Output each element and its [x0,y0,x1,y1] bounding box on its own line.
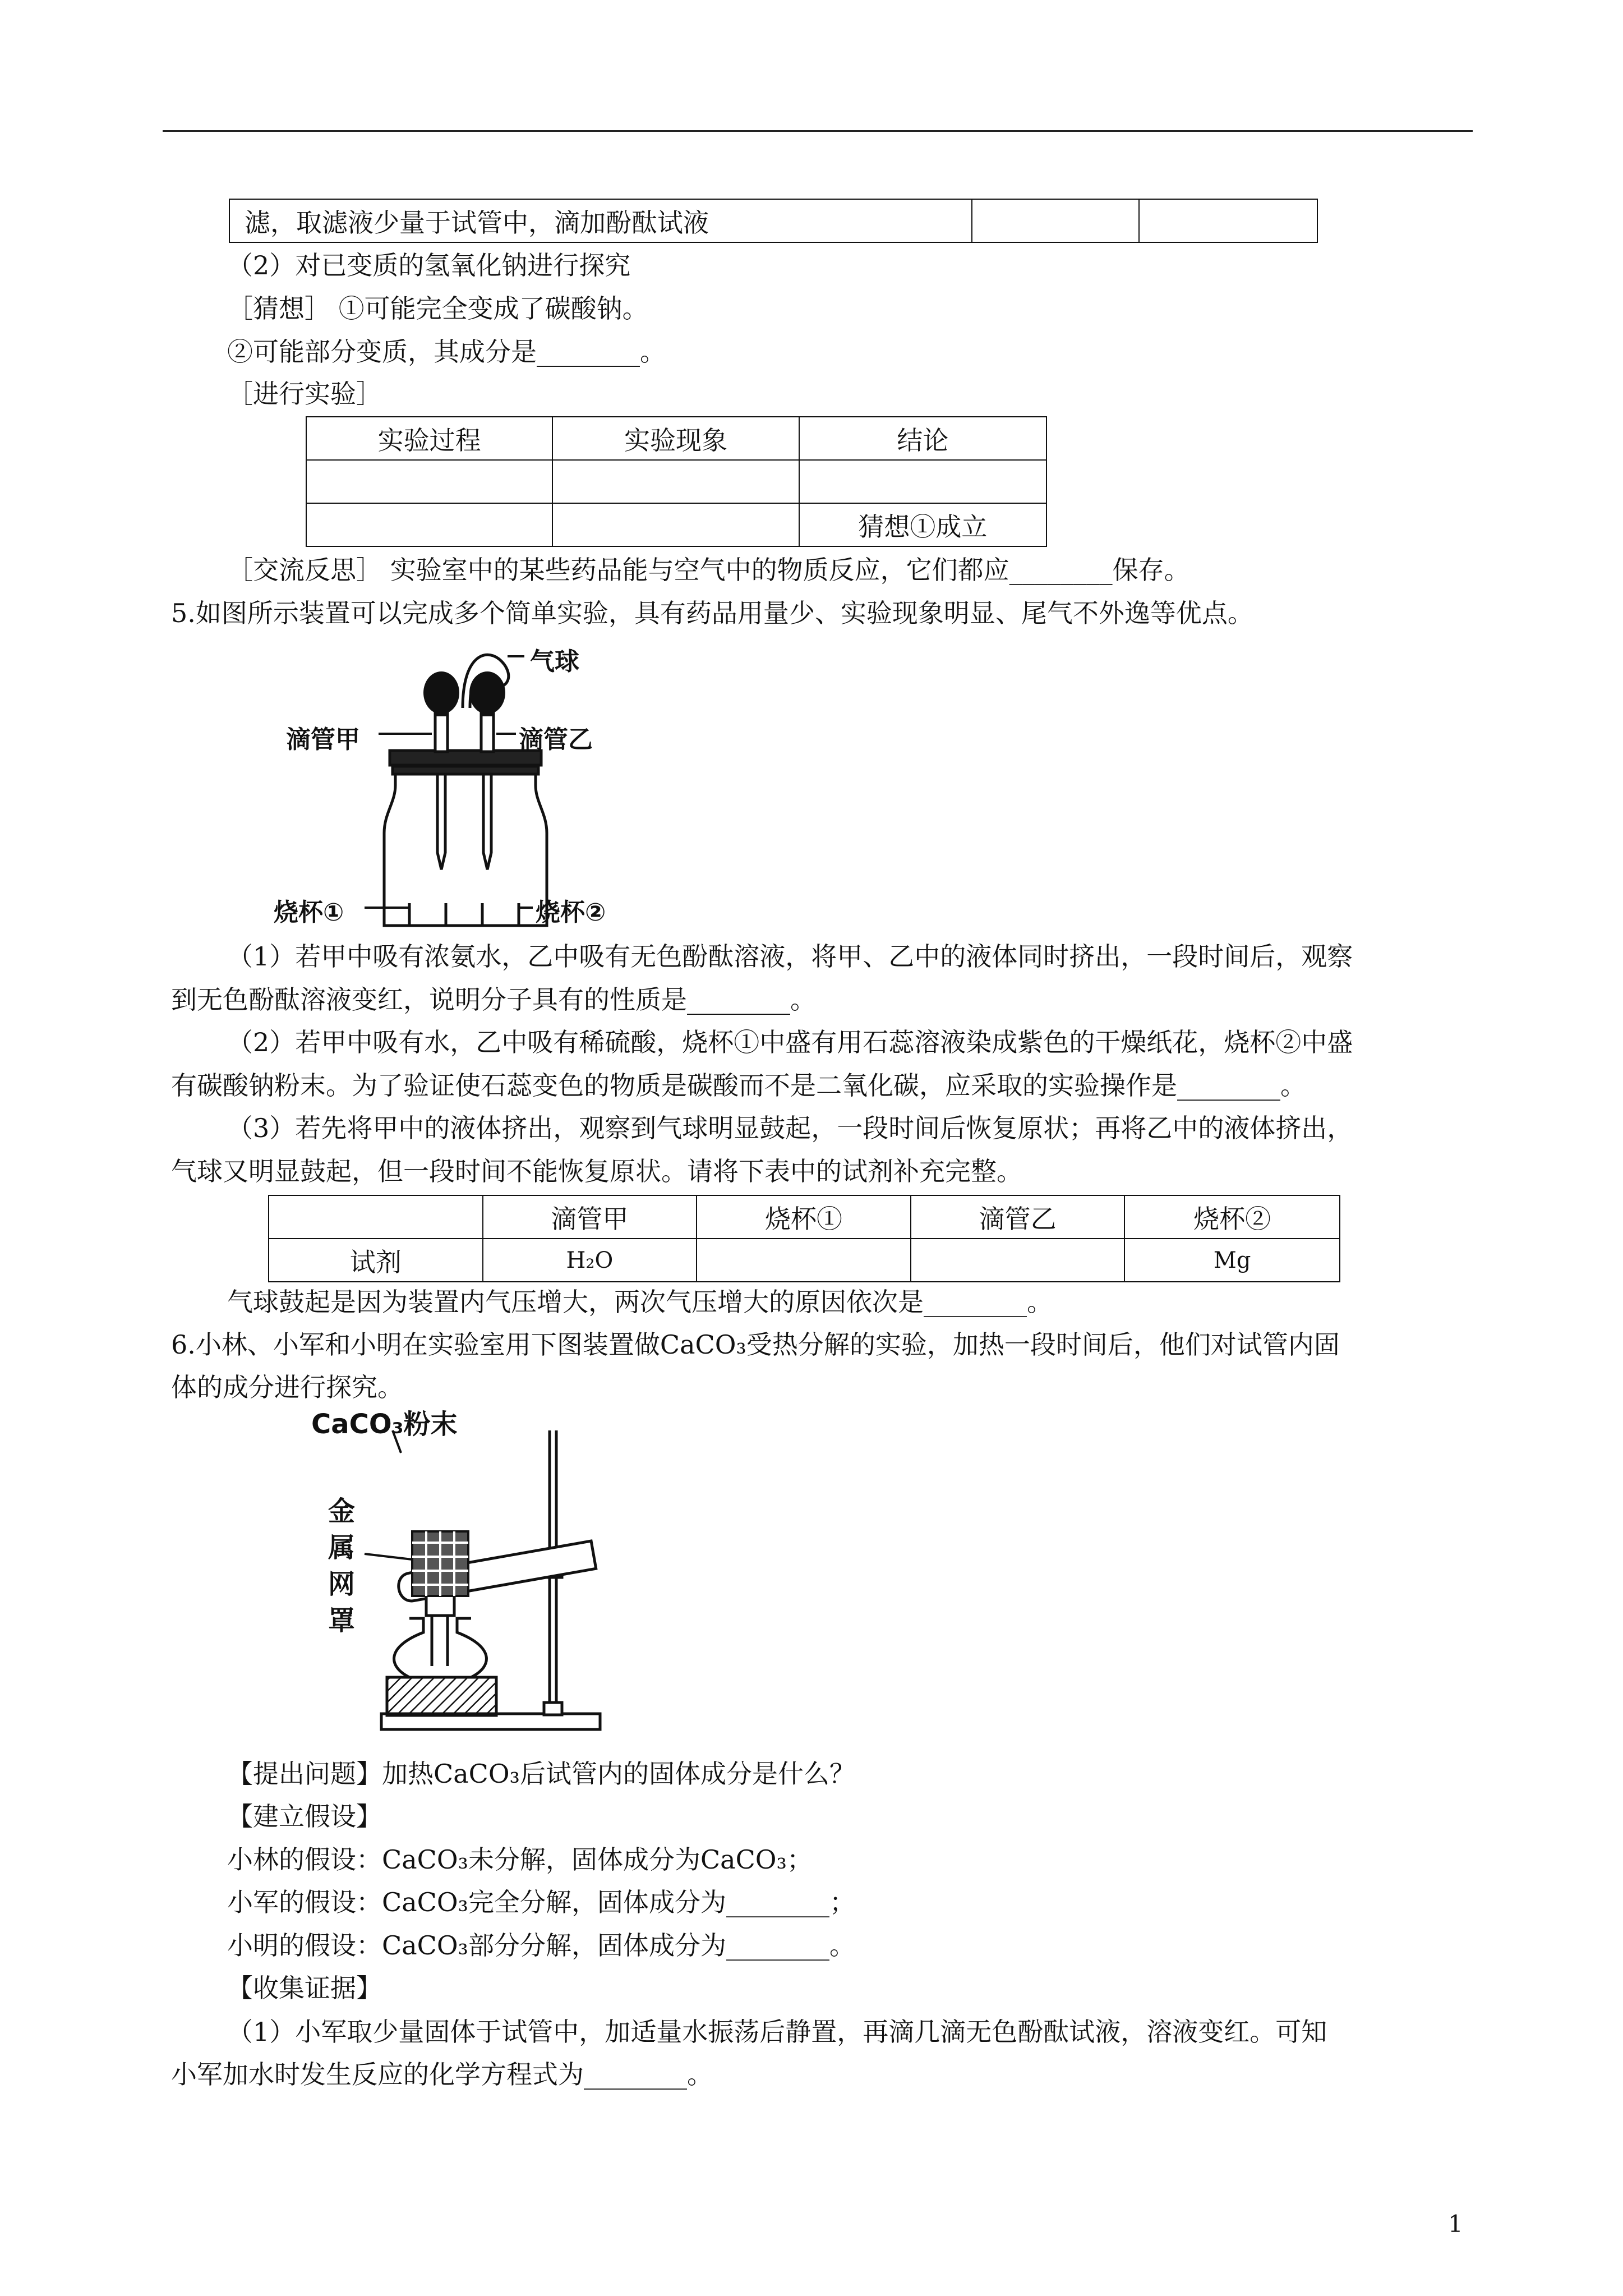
table-cell: Mg [1124,1239,1340,1282]
page-number: 1 [1448,2210,1463,2238]
guess-1: ［猜想］ ①可能完全变成了碳酸钠。 [227,293,648,324]
q6-intro-line2: 体的成分进行探究。 [171,1372,403,1402]
table-header: 结论 [799,417,1046,460]
hypothesis-2: 小军的假设：CaCO₃完全分解，固体成分为________； [227,1887,855,1917]
hypothesis-label: 【建立假设】 [227,1801,382,1832]
q5-intro: 5.如图所示装置可以完成多个简单实验，具有药品用量少、实验现象明显、尾气不外逸等优点。 [171,598,1253,628]
q5-p2-line1: （2）若甲中吸有水，乙中吸有稀硫酸，烧杯①中盛有用石蕊溶液染成紫色的干燥纸花，烧杯②中盛 [227,1027,1353,1057]
evidence-1-line2: 小军加水时发生反应的化学方程式为________。 [171,2059,713,2090]
q5-p3-line2: 气球又明显鼓起，但一段时间不能恢复原状。请将下表中的试剂补充完整。 [171,1156,1022,1186]
reagent-table [268,1195,1340,1282]
label-beaker-1: 烧杯① [274,898,344,927]
top-table-cell: 滤，取滤液少量于试管中，滴加酚酞试液 [229,199,972,242]
table-cell [306,503,552,546]
table-cell [552,503,799,546]
label-dropper-b: 滴管乙 [519,725,593,754]
top-table [229,199,1318,243]
table-header [269,1195,483,1239]
table-cell: H₂O [483,1239,697,1282]
label-caco3-powder: CaCO₃粉末 [311,1409,458,1440]
label-beaker-2: 烧杯② [536,898,606,927]
label-mesh-char: 罩 [328,1605,356,1636]
q6-intro-line1: 6.小林、小军和小明在实验室用下图装置做CaCO₃受热分解的实验，加热一段时间后，他们对试管内固 [171,1329,1340,1360]
bottle-apparatus-figure [269,634,662,937]
top-table-cell [972,199,1139,242]
table-header: 烧杯② [1124,1195,1340,1239]
table-header: 实验现象 [552,417,799,460]
top-table-cell [1139,199,1317,242]
part2-heading: （2）对已变质的氢氧化钠进行探究 [227,250,631,280]
balloon-note: 气球鼓起是因为装置内气压增大，两次气压增大的原因依次是________。 [227,1287,1053,1317]
guess-2: ②可能部分变质，其成分是________。 [227,337,666,367]
hypothesis-3: 小明的假设：CaCO₃部分分解，固体成分为________。 [227,1930,855,1961]
table-cell [552,460,799,503]
header-rule [163,130,1473,132]
label-balloon: 气球 [530,647,579,676]
table-cell [306,460,552,503]
hypothesis-1: 小林的假设：CaCO₃未分解，固体成分为CaCO₃； [227,1844,813,1875]
table-header: 滴管乙 [911,1195,1125,1239]
table-cell: 猜想①成立 [799,503,1046,546]
label-mesh-char: 金 [328,1496,356,1527]
heating-apparatus-figure [303,1419,662,1745]
q5-p2-line2: 有碳酸钠粉末。为了验证使石蕊变色的物质是碳酸而不是二氧化碳，应采取的实验操作是________。 [171,1070,1306,1101]
reflection: ［交流反思］ 实验室中的某些药品能与空气中的物质反应，它们都应________保存。 [227,555,1190,585]
table-cell [799,460,1046,503]
q6-question: 【提出问题】加热CaCO₃后试管内的固体成分是什么？ [227,1759,855,1789]
table-header: 烧杯① [697,1195,911,1239]
experiment-label: ［进行实验］ [227,379,382,409]
label-mesh-char: 网 [328,1568,356,1600]
evidence-1-line1: （1）小军取少量固体于试管中，加适量水振荡后静置，再滴几滴无色酚酞试液，溶液变红。可知 [227,2017,1327,2047]
table-cell [911,1239,1125,1282]
evidence-label: 【收集证据】 [227,1973,382,2003]
table-cell [697,1239,911,1282]
q5-p3-line1: （3）若先将甲中的液体挤出，观察到气球明显鼓起，一段时间后恢复原状；再将乙中的液体挤出， [227,1113,1353,1143]
table-header: 滴管甲 [483,1195,697,1239]
q5-p1-line2: 到无色酚酞溶液变红，说明分子具有的性质是________。 [171,984,816,1015]
experiment-table [306,416,1047,547]
table-row-label: 试剂 [269,1239,483,1282]
table-header: 实验过程 [306,417,552,460]
label-mesh-char: 属 [328,1532,356,1563]
label-dropper-a: 滴管甲 [286,725,360,754]
q5-p1-line1: （1）若甲中吸有浓氨水，乙中吸有无色酚酞溶液，将甲、乙中的液体同时挤出，一段时间后，观察 [227,941,1353,972]
